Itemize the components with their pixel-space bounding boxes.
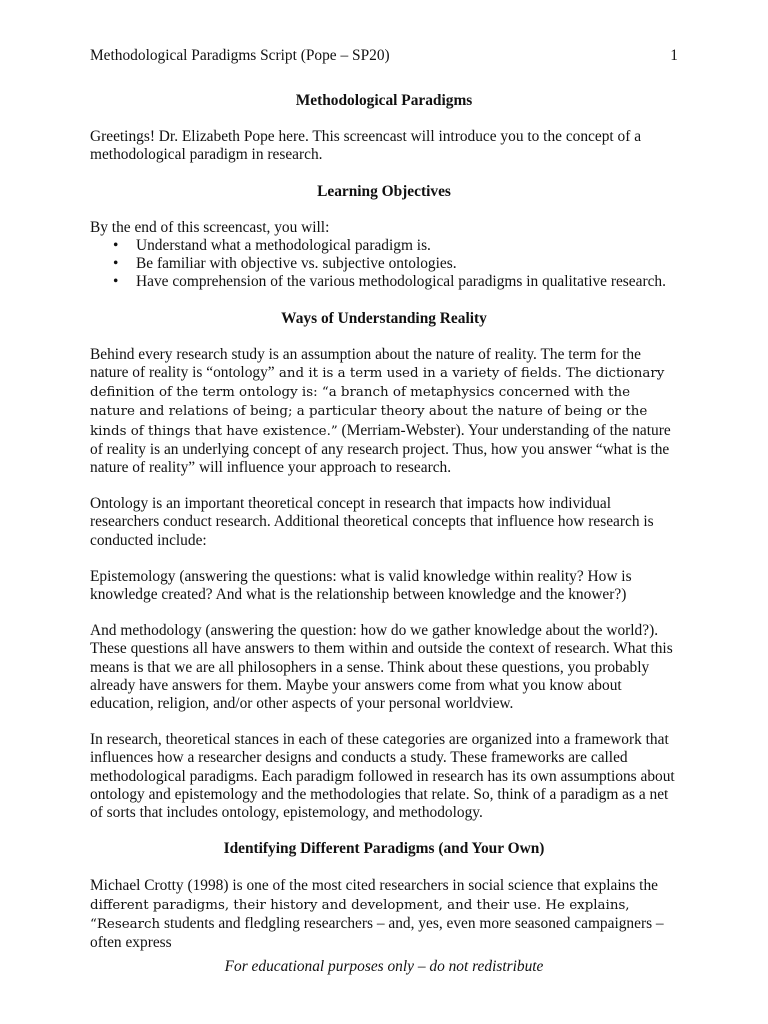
learning-objectives-heading: Learning Objectives bbox=[317, 182, 451, 200]
reality-p1-text-b: and it is a term used in a variety of fields. The dictionary definition of the term ontology is: “a branch of metaphysics concerned with the nature and relations of being; a particular theory about the nature of being or the kinds of things that have existence.” bbox=[90, 366, 665, 439]
page-footer: For educational purposes only – do not redistribute bbox=[224, 958, 544, 975]
reality-paragraph-1 bbox=[90, 346, 678, 477]
paradigms-heading: Identifying Different Paradigms (and Your Own) bbox=[223, 840, 545, 858]
reality-p1-text-a: Behind every research study is an assumption about the nature of reality. The term for the nature of reality is “ontology” bbox=[90, 345, 641, 382]
document-title: Methodological Paradigms bbox=[295, 92, 473, 109]
objective-item: • Be familiar with objective vs. subjective ontologies. bbox=[136, 255, 678, 273]
epistemology-paragraph: Epistemology (answering the questions: what is valid knowledge within reality? How is knowledge created? And what is the relationship between knowledge and the knower?) bbox=[90, 567, 632, 604]
reality-p1-text-c: (Merriam-Webster). Your understanding of the nature of reality is an underlying concept of any research project. Thus, how you answer “what is the nature of reality” will influence your approach to research. bbox=[90, 421, 671, 477]
objectives-list bbox=[90, 237, 678, 292]
page-number: 1 bbox=[670, 47, 678, 64]
header-title: Methodological Paradigms Script (Pope – SP20) bbox=[90, 47, 390, 64]
objective-item: • Understand what a methodological paradigm is. bbox=[136, 237, 678, 255]
page-header bbox=[90, 46, 678, 65]
objective-item: • Have comprehension of the various methodological paradigms in qualitative research. bbox=[136, 273, 678, 291]
crotty-paragraph bbox=[90, 877, 678, 953]
methodology-paragraph: And methodology (answering the question: how do we gather knowledge about the world?). These questions all have answers to them within and outside the context of research. What this means is that we are all philosophers in a sense. Think about these questions, you probably already have answers for them. Maybe your answers come from what you know about education, religion, and/or other aspects of your personal worldview. bbox=[90, 622, 673, 713]
reality-paragraph-2: Ontology is an important theoretical concept in research that impacts how individual researchers conduct research. Additional theoretical concepts that influence how research is conducted include: bbox=[90, 495, 654, 549]
crotty-text-b: different paradigms, their history and development, and their use. He explains, “Research bbox=[90, 897, 630, 932]
crotty-text-c: students and fledgling researchers – and, yes, even more seasoned campaigners – often express bbox=[90, 914, 664, 952]
frameworks-paragraph: In research, theoretical stances in each of these categories are organized into a framework that influences how a researcher designs and conducts a study. These frameworks are called methodological paradigms. Each paradigm followed in research has its own assumptions about ontology and epistemology and the methodologies that relate. So, think of a paradigm as a net of sorts that includes ontology, epistemology, and methodology. bbox=[90, 731, 675, 822]
objectives-lead: By the end of this screencast, you will: bbox=[90, 218, 330, 236]
intro-paragraph: Greetings! Dr. Elizabeth Pope here. This screencast will introduce you to the concept of a methodological paradigm in research. bbox=[90, 128, 642, 164]
document-body bbox=[90, 92, 678, 970]
crotty-text-a: Michael Crotty (1998) is one of the most cited researchers in social science that explains the bbox=[90, 876, 658, 894]
reality-heading: Ways of Understanding Reality bbox=[281, 309, 487, 327]
